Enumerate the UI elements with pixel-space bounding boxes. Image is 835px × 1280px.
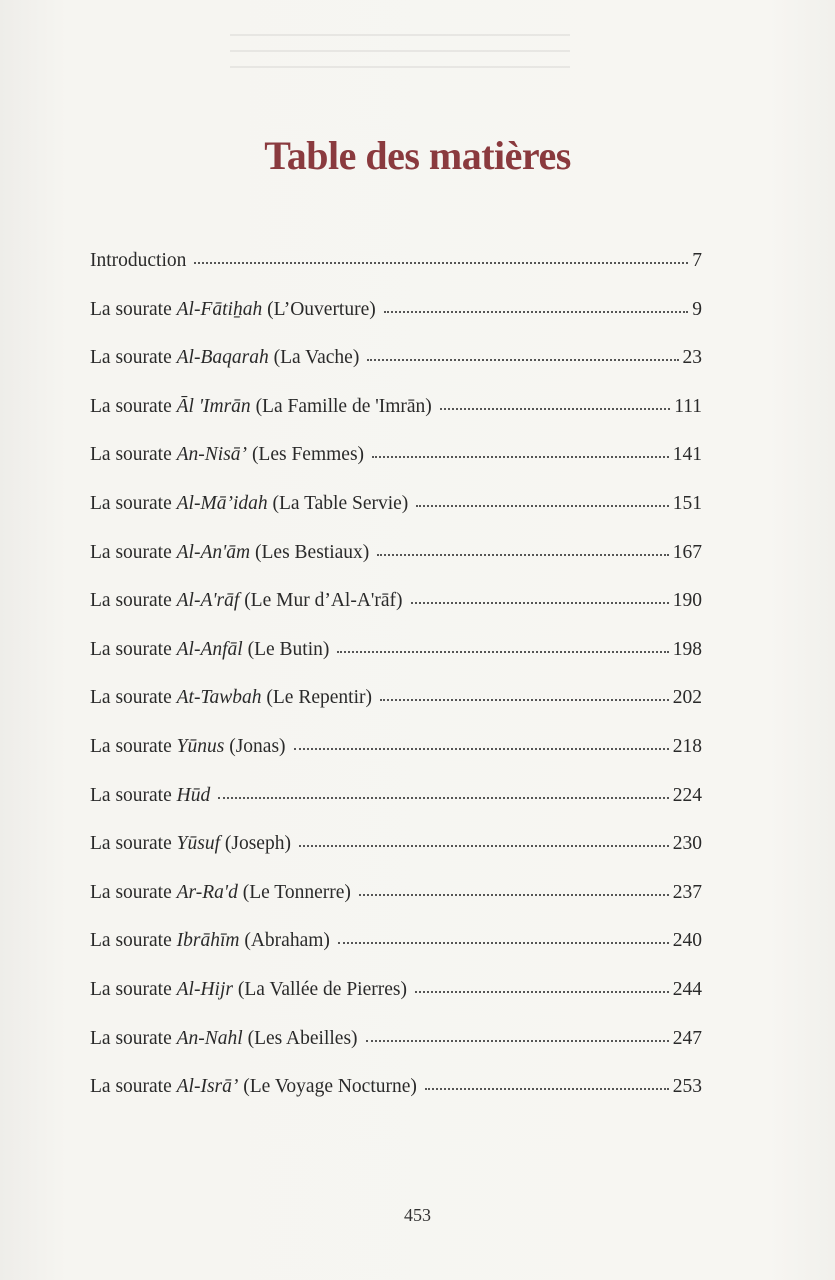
toc-entry-prefix: La sourate: [90, 298, 177, 320]
toc-entry: [90, 1076, 702, 1125]
toc-entry-page: 224: [672, 784, 702, 806]
dot-leader: [338, 941, 669, 944]
toc-entry: [90, 687, 702, 736]
dot-leader: [384, 310, 688, 313]
toc-entry-prefix: La sourate: [90, 541, 177, 563]
toc-entry-prefix: Introduction: [90, 250, 187, 271]
toc-entry-translation: (L’Ouverture): [262, 298, 376, 320]
toc-entry-prefix: La sourate: [90, 881, 177, 903]
toc-entry-page: 23: [682, 347, 702, 369]
toc-entry-prefix: La sourate: [90, 1076, 177, 1098]
dot-leader: [366, 1039, 669, 1042]
toc-entry: [90, 736, 702, 785]
toc-entry-surah-name: Ar-Ra'd: [176, 881, 238, 903]
toc-entry-prefix: La sourate: [90, 833, 177, 855]
toc-entry-label: [90, 299, 376, 321]
dot-leader: [337, 650, 668, 653]
toc-entry-label: [90, 1076, 417, 1098]
dot-leader: [411, 601, 669, 604]
toc-entry-label: [90, 882, 351, 904]
toc-entry-page: 141: [672, 444, 702, 466]
toc-entry-page: 237: [672, 881, 702, 903]
toc-entry: [90, 590, 702, 639]
toc-entry: [90, 930, 702, 979]
toc-entry-page: 202: [672, 687, 702, 709]
toc-entry-translation: (Les Abeilles): [242, 1027, 358, 1049]
toc-entry-surah-name: Al-Isrā’: [176, 1076, 239, 1098]
toc-entry-page: 253: [672, 1076, 702, 1098]
toc-entry: [90, 542, 702, 591]
dot-leader: [299, 844, 669, 847]
dot-leader: [294, 747, 669, 750]
toc-entry-prefix: La sourate: [90, 395, 177, 417]
toc-entry-surah-name: Yūsuf: [176, 833, 220, 855]
toc-entry-translation: (La Vache): [268, 347, 360, 369]
dot-leader: [218, 796, 669, 799]
toc-entry-label: [90, 590, 403, 612]
dot-leader: [377, 553, 668, 556]
toc-entry-page: 7: [692, 250, 702, 271]
toc-entry-translation: (La Table Servie): [267, 492, 409, 514]
toc-entry-surah-name: Al-Fātiẖah: [176, 298, 263, 320]
toc-entry-label: [90, 979, 407, 1001]
toc-entry-label: [90, 347, 359, 369]
toc-entry-surah-name: Al-Baqarah: [176, 347, 269, 369]
toc-entry-prefix: La sourate: [90, 930, 177, 952]
toc-entry-surah-name: Al-A'rāf: [176, 590, 240, 612]
toc-entry-label: [90, 396, 432, 418]
dot-leader: [440, 407, 670, 410]
toc-entry: [90, 493, 702, 542]
toc-entry-surah-name: Āl 'Imrān: [176, 395, 251, 417]
dot-leader: [380, 698, 669, 701]
toc-entry-surah-name: Al-Hijr: [176, 978, 233, 1000]
toc-entry-translation: (Les Femmes): [247, 444, 365, 466]
toc-entry-prefix: La sourate: [90, 444, 177, 466]
toc-entry-label: [90, 833, 291, 855]
toc-entry-translation: (Joseph): [220, 833, 291, 855]
toc-entry-prefix: La sourate: [90, 590, 177, 612]
toc-entry-translation: (La Vallée de Pierres): [232, 978, 407, 1000]
toc-entry-page: 218: [672, 735, 702, 757]
toc-entry-surah-name: Al-Anfāl: [176, 638, 243, 660]
toc-entry-translation: (Abraham): [239, 930, 330, 952]
toc-entry-label: [90, 444, 364, 466]
toc-entry: [90, 639, 702, 688]
toc-entry: [90, 444, 702, 493]
toc-entry: [90, 1028, 702, 1077]
page-title: Table des matières: [264, 133, 571, 178]
toc-entry-surah-name: An-Nisā’: [176, 444, 248, 466]
toc-entry: [90, 250, 702, 299]
toc-entry: [90, 979, 702, 1028]
toc-entry: [90, 347, 702, 396]
toc-entry-translation: (Le Mur d’Al-A'rāf): [239, 590, 403, 612]
toc-entry-translation: (Le Tonnerre): [237, 881, 351, 903]
toc-entry-label: [90, 542, 369, 564]
dot-leader: [359, 893, 669, 896]
toc-entry-page: 244: [672, 978, 702, 1000]
toc-entry-page: 167: [672, 541, 702, 563]
toc-entry-translation: (Le Butin): [242, 638, 330, 660]
toc-entry-page: 111: [674, 395, 702, 417]
toc-entry-label: [90, 687, 372, 709]
toc-entry-surah-name: Al-Mā’idah: [176, 492, 268, 514]
toc-entry: [90, 785, 702, 834]
toc-entry-label: [90, 250, 186, 272]
toc-entry: [90, 396, 702, 445]
toc-entry: [90, 299, 702, 348]
toc-entry: [90, 882, 702, 931]
toc-entry-label: [90, 785, 210, 807]
toc-entry-page: 190: [672, 590, 702, 612]
toc-entry-surah-name: An-Nahl: [176, 1027, 243, 1049]
toc-entry-surah-name: Ibrāhīm: [176, 930, 240, 952]
toc-entry-prefix: La sourate: [90, 638, 177, 660]
table-of-contents: [90, 250, 702, 1125]
toc-entry-page: 9: [692, 298, 702, 320]
toc-entry-translation: (Le Repentir): [261, 687, 372, 709]
toc-entry-translation: (Le Voyage Nocturne): [238, 1076, 417, 1098]
toc-entry-surah-name: Al-An'ām: [176, 541, 251, 563]
toc-entry-page: 247: [672, 1027, 702, 1049]
toc-entry-label: [90, 1028, 358, 1050]
bleed-through-text: [230, 34, 570, 74]
dot-leader: [416, 504, 668, 507]
toc-entry-surah-name: At-Tawbah: [176, 687, 262, 709]
toc-entry-label: [90, 639, 329, 661]
toc-entry-prefix: La sourate: [90, 735, 177, 757]
toc-entry-prefix: La sourate: [90, 687, 177, 709]
toc-entry-prefix: La sourate: [90, 347, 177, 369]
toc-entry-translation: (La Famille de 'Imrān): [250, 395, 432, 417]
toc-entry-label: [90, 736, 286, 758]
toc-entry-surah-name: Yūnus: [176, 735, 225, 757]
toc-entry-page: 198: [672, 638, 702, 660]
toc-entry-translation: (Les Bestiaux): [250, 541, 370, 563]
toc-entry-prefix: La sourate: [90, 784, 177, 806]
toc-entry-prefix: La sourate: [90, 492, 177, 514]
toc-entry-page: 240: [672, 930, 702, 952]
dot-leader: [194, 261, 688, 264]
toc-entry-page: 151: [672, 492, 702, 514]
toc-entry-prefix: La sourate: [90, 1027, 177, 1049]
dot-leader: [372, 455, 669, 458]
toc-entry-prefix: La sourate: [90, 978, 177, 1000]
dot-leader: [415, 990, 669, 993]
toc-entry-page: 230: [672, 833, 702, 855]
toc-entry: [90, 833, 702, 882]
toc-entry-label: [90, 930, 330, 952]
toc-entry-label: [90, 493, 408, 515]
page-number: 453: [404, 1205, 431, 1225]
toc-entry-translation: (Jonas): [224, 735, 286, 757]
dot-leader: [367, 358, 678, 361]
toc-entry-surah-name: Hūd: [176, 784, 211, 806]
dot-leader: [425, 1087, 669, 1090]
